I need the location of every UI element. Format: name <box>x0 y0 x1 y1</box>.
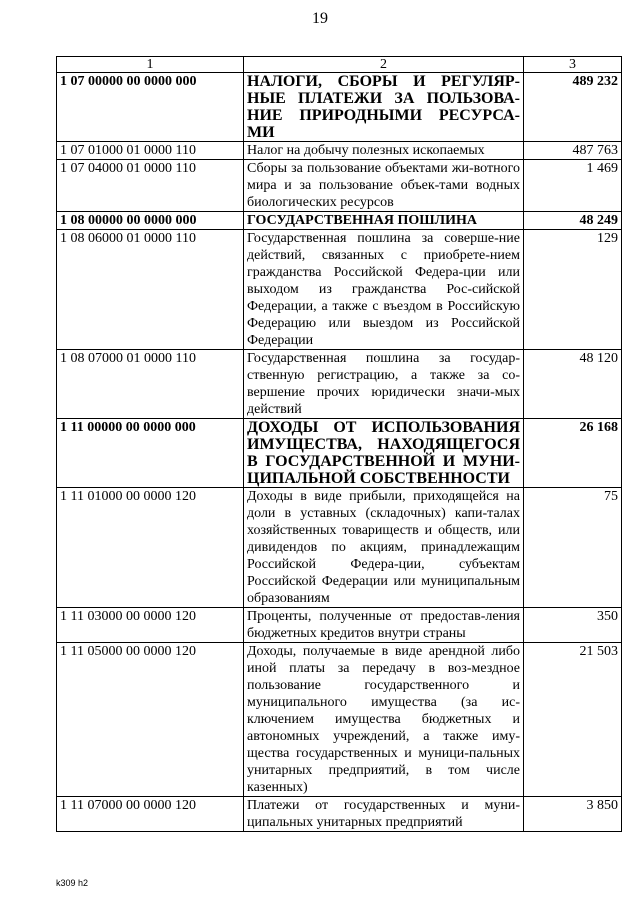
amount-cell: 3 850 <box>524 797 622 832</box>
budget-code-cell: 1 11 00000 00 0000 000 <box>57 419 244 488</box>
budget-code-cell: 1 11 01000 00 0000 120 <box>57 488 244 608</box>
item-name-cell: Проценты, полученные от предостав-ления бюджетных кредитов внутри страны <box>244 608 524 643</box>
column-header-2: 2 <box>244 57 524 73</box>
item-name-cell: ГОСУДАРСТВЕННАЯ ПОШЛИНА <box>244 212 524 230</box>
table-row <box>57 73 622 142</box>
budget-code-cell: 1 08 06000 01 0000 110 <box>57 230 244 350</box>
budget-code-cell: 1 07 00000 00 0000 000 <box>57 73 244 142</box>
amount-cell: 26 168 <box>524 419 622 488</box>
item-name-cell: Государственная пошлина за соверше-ние действий, связанных с приобрете-нием гражданства Российской Федера-ции или выходом из гражданства Рос-сийской Федерации, а также с въездом в Российскую Федерацию или выездом из Российской Федерации <box>244 230 524 350</box>
amount-cell: 350 <box>524 608 622 643</box>
amount-cell: 48 120 <box>524 350 622 419</box>
amount-cell: 489 232 <box>524 73 622 142</box>
amount-cell: 487 763 <box>524 142 622 160</box>
table-row <box>57 608 622 643</box>
table-row <box>57 488 622 608</box>
budget-code-cell: 1 08 07000 01 0000 110 <box>57 350 244 419</box>
item-name-cell: Доходы в виде прибыли, приходящейся на доли в уставных (складочных) капи-талах хозяйственных товариществ и обществ, или дивидендов по акциям, принадлежащим Российской Федера-ции, субъектам Российской Федерации или муниципальным образованиям <box>244 488 524 608</box>
amount-cell: 129 <box>524 230 622 350</box>
budget-code-cell: 1 07 04000 01 0000 110 <box>57 160 244 212</box>
item-name-cell: Государственная пошлина за государ-ственную регистрацию, а также за со-вершение прочих юридически значи-мых действий <box>244 350 524 419</box>
item-name-cell: Налог на добычу полезных ископаемых <box>244 142 524 160</box>
table-row <box>57 230 622 350</box>
amount-cell: 1 469 <box>524 160 622 212</box>
table-row <box>57 350 622 419</box>
table-row <box>57 643 622 797</box>
budget-code-cell: 1 07 01000 01 0000 110 <box>57 142 244 160</box>
table-header-row <box>57 57 622 73</box>
table-row <box>57 212 622 230</box>
item-name-cell: Сборы за пользование объектами жи-вотного мира и за пользование объек-тами водных биологических ресурсов <box>244 160 524 212</box>
item-name-cell: НАЛОГИ, СБОРЫ И РЕГУЛЯР-НЫЕ ПЛАТЕЖИ ЗА ПОЛЬЗОВА-НИЕ ПРИРОДНЫМИ РЕСУРСА-МИ <box>244 73 524 142</box>
amount-cell: 21 503 <box>524 643 622 797</box>
budget-code-cell: 1 08 00000 00 0000 000 <box>57 212 244 230</box>
table-row <box>57 419 622 488</box>
item-name-cell: ДОХОДЫ ОТ ИСПОЛЬЗОВАНИЯ ИМУЩЕСТВА, НАХОДЯЩЕГОСЯ В ГОСУДАРСТВЕННОЙ И МУНИ-ЦИПАЛЬНОЙ СОБСТВЕННОСТИ <box>244 419 524 488</box>
column-header-1: 1 <box>57 57 244 73</box>
document-footer-code: k309 h2 <box>56 878 89 888</box>
budget-code-cell: 1 11 03000 00 0000 120 <box>57 608 244 643</box>
item-name-cell: Доходы, получаемые в виде арендной либо иной платы за передачу в воз-мездное пользование государственного и муниципального имущества (за ис-ключением имущества бюджетных и автономных учреждений, а также иму-щества государственных и муници-пальных унитарных предприятий, в том числе казенных) <box>244 643 524 797</box>
item-name-cell: Платежи от государственных и муни-ципальных унитарных предприятий <box>244 797 524 832</box>
table-row <box>57 797 622 832</box>
table-row <box>57 160 622 212</box>
budget-code-cell: 1 11 07000 00 0000 120 <box>57 797 244 832</box>
amount-cell: 75 <box>524 488 622 608</box>
budget-code-cell: 1 11 05000 00 0000 120 <box>57 643 244 797</box>
amount-cell: 48 249 <box>524 212 622 230</box>
budget-revenue-table <box>56 56 622 832</box>
column-header-3: 3 <box>524 57 622 73</box>
page-number: 19 <box>312 10 328 27</box>
table-row <box>57 142 622 160</box>
